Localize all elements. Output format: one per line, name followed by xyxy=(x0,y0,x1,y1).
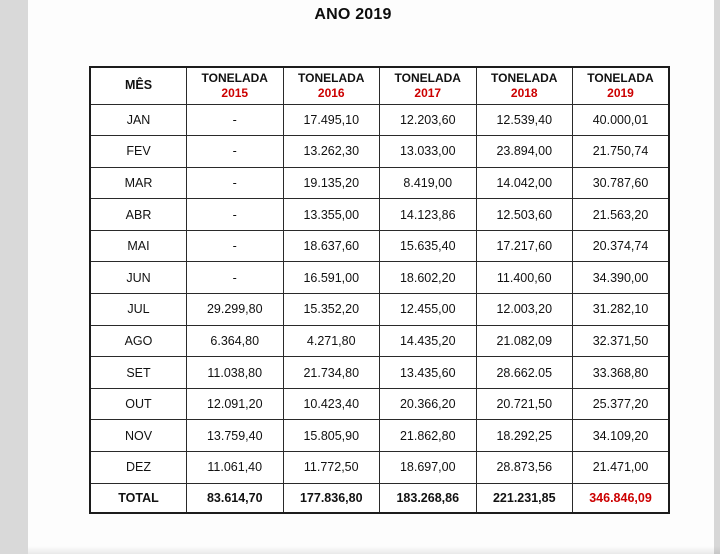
value-cell: 34.109,20 xyxy=(573,420,670,452)
value-cell: 13.435,60 xyxy=(380,357,477,389)
month-cell: MAI xyxy=(90,230,187,262)
month-cell: AGO xyxy=(90,325,187,357)
value-cell: 21.082,09 xyxy=(476,325,573,357)
value-cell: 12.503,60 xyxy=(476,199,573,231)
table-row xyxy=(90,325,669,357)
value-cell: 12.003,20 xyxy=(476,294,573,326)
value-cell: 17.495,10 xyxy=(283,104,380,136)
value-cell: 19.135,20 xyxy=(283,167,380,199)
table-row xyxy=(90,294,669,326)
value-cell: 13.759,40 xyxy=(187,420,284,452)
total-value-cell: 221.231,85 xyxy=(476,483,573,513)
value-cell: - xyxy=(187,104,284,136)
value-cell: 12.539,40 xyxy=(476,104,573,136)
value-cell: 33.368,80 xyxy=(573,357,670,389)
month-cell: SET xyxy=(90,357,187,389)
page-title: ANO 2019 xyxy=(314,6,392,23)
total-value-current-year: 346.846,09 xyxy=(573,483,670,513)
table-header-row xyxy=(90,67,669,104)
year-label: 2018 xyxy=(510,85,538,100)
value-cell: 21.734,80 xyxy=(283,357,380,389)
table-row xyxy=(90,199,669,231)
value-cell: 11.400,60 xyxy=(476,262,573,294)
year-label: 2017 xyxy=(414,85,442,100)
value-cell: 32.371,50 xyxy=(573,325,670,357)
total-value-cell: 83.614,70 xyxy=(187,483,284,513)
value-cell: 17.217,60 xyxy=(476,230,573,262)
column-header-tonelada-2019 xyxy=(573,67,670,104)
value-cell: 13.262,30 xyxy=(283,136,380,168)
value-cell: 21.862,80 xyxy=(380,420,477,452)
table-row xyxy=(90,452,669,484)
month-cell: OUT xyxy=(90,388,187,420)
value-cell: 18.602,20 xyxy=(380,262,477,294)
table-row xyxy=(90,167,669,199)
value-cell: 23.894,00 xyxy=(476,136,573,168)
value-cell: 40.000,01 xyxy=(573,104,670,136)
value-cell: 18.292,25 xyxy=(476,420,573,452)
month-cell: MAR xyxy=(90,167,187,199)
value-cell: 13.033,00 xyxy=(380,136,477,168)
value-cell: 31.282,10 xyxy=(573,294,670,326)
value-cell: 13.355,00 xyxy=(283,199,380,231)
month-cell: JAN xyxy=(90,104,187,136)
total-value-cell: 177.836,80 xyxy=(283,483,380,513)
table-total-row xyxy=(90,483,669,513)
table-row xyxy=(90,388,669,420)
month-cell: JUN xyxy=(90,262,187,294)
value-cell: 20.366,20 xyxy=(380,388,477,420)
value-cell: 8.419,00 xyxy=(380,167,477,199)
tonnage-table-wrapper xyxy=(89,66,670,514)
value-cell: 20.721,50 xyxy=(476,388,573,420)
unit-label: TONELADA xyxy=(298,70,365,85)
month-cell: FEV xyxy=(90,136,187,168)
value-cell: 12.203,60 xyxy=(380,104,477,136)
value-cell: - xyxy=(187,262,284,294)
column-header-tonelada-2017 xyxy=(380,67,477,104)
value-cell: - xyxy=(187,230,284,262)
value-cell: 20.374,74 xyxy=(573,230,670,262)
value-cell: 14.435,20 xyxy=(380,325,477,357)
column-header-tonelada-2016 xyxy=(283,67,380,104)
value-cell: 11.061,40 xyxy=(187,452,284,484)
month-cell: DEZ xyxy=(90,452,187,484)
value-cell: 29.299,80 xyxy=(187,294,284,326)
value-cell: 30.787,60 xyxy=(573,167,670,199)
value-cell: 18.697,00 xyxy=(380,452,477,484)
table-row xyxy=(90,104,669,136)
year-label: 2019 xyxy=(607,85,634,100)
year-label: 2016 xyxy=(317,85,345,100)
value-cell: 14.042,00 xyxy=(476,167,573,199)
value-cell: 21.750,74 xyxy=(573,136,670,168)
value-cell: 11.038,80 xyxy=(187,357,284,389)
value-cell: 14.123,86 xyxy=(380,199,477,231)
month-cell: ABR xyxy=(90,199,187,231)
value-cell: 21.471,00 xyxy=(573,452,670,484)
value-cell: 28.662.05 xyxy=(476,357,573,389)
value-cell: 34.390,00 xyxy=(573,262,670,294)
value-cell: 6.364,80 xyxy=(187,325,284,357)
value-cell: - xyxy=(187,167,284,199)
table-row xyxy=(90,136,669,168)
value-cell: - xyxy=(187,136,284,168)
column-header-tonelada-2015 xyxy=(187,67,284,104)
value-cell: 4.271,80 xyxy=(283,325,380,357)
value-cell: 10.423,40 xyxy=(283,388,380,420)
column-header-tonelada-2018 xyxy=(476,67,573,104)
table-row xyxy=(90,357,669,389)
unit-label: TONELADA xyxy=(201,70,268,85)
value-cell: 28.873,56 xyxy=(476,452,573,484)
scan-right-margin-band xyxy=(714,0,720,554)
value-cell: 12.091,20 xyxy=(187,388,284,420)
unit-label: TONELADA xyxy=(394,70,461,85)
year-label: 2015 xyxy=(221,85,249,100)
value-cell: 15.635,40 xyxy=(380,230,477,262)
total-label: TOTAL xyxy=(90,483,187,513)
value-cell: 11.772,50 xyxy=(283,452,380,484)
tonnage-table xyxy=(89,66,670,514)
value-cell: 15.352,20 xyxy=(283,294,380,326)
table-row xyxy=(90,262,669,294)
month-cell: NOV xyxy=(90,420,187,452)
value-cell: - xyxy=(187,199,284,231)
table-row xyxy=(90,230,669,262)
value-cell: 25.377,20 xyxy=(573,388,670,420)
value-cell: 16.591,00 xyxy=(283,262,380,294)
column-header-month: MÊS xyxy=(90,67,187,104)
value-cell: 18.637,60 xyxy=(283,230,380,262)
total-value-cell: 183.268,86 xyxy=(380,483,477,513)
value-cell: 21.563,20 xyxy=(573,199,670,231)
scan-left-margin-band xyxy=(0,0,28,554)
scan-bottom-shadow xyxy=(28,546,720,554)
value-cell: 15.805,90 xyxy=(283,420,380,452)
unit-label: TONELADA xyxy=(587,70,654,85)
table-row xyxy=(90,420,669,452)
month-cell: JUL xyxy=(90,294,187,326)
unit-label: TONELADA xyxy=(491,70,558,85)
value-cell: 12.455,00 xyxy=(380,294,477,326)
